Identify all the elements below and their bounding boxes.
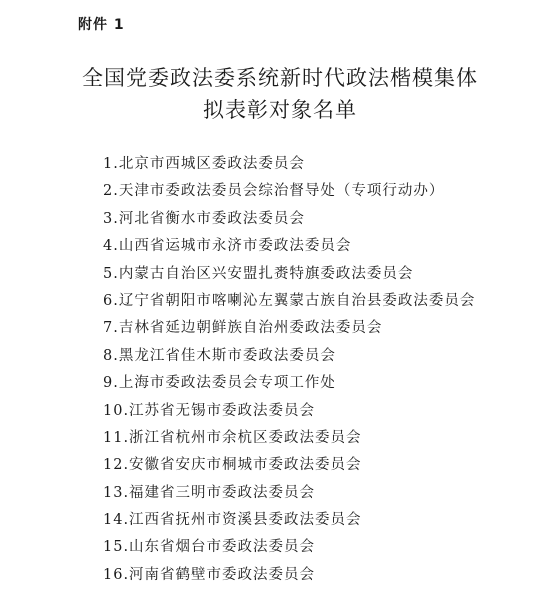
list-item: 3.河北省衡水市委政法委员会 [103, 210, 305, 227]
list-item: 2.天津市委政法委员会综治督导处（专项行动办） [103, 183, 445, 200]
attachment-label: 附件 1 [78, 17, 125, 33]
document-title-line-2: 拟表彰对象名单 [203, 98, 357, 122]
list-item: 6.辽宁省朝阳市喀喇沁左翼蒙古族自治县委政法委员会 [103, 292, 476, 309]
list-item: 9.上海市委政法委员会专项工作处 [103, 375, 336, 392]
list-item: 14.江西省抚州市资溪县委政法委员会 [103, 512, 362, 529]
list-item: 7.吉林省延边朝鲜族自治州委政法委员会 [103, 320, 383, 337]
list-item: 1.北京市西城区委政法委员会 [103, 156, 305, 172]
list-item: 5.内蒙古自治区兴安盟扎赉特旗委政法委员会 [103, 265, 414, 282]
list-item: 16.河南省鹤壁市委政法委员会 [103, 566, 316, 583]
list-item: 10.江苏省无锡市委政法委员会 [103, 402, 316, 419]
list-item: 4.山西省运城市永济市委政法委员会 [103, 238, 352, 255]
document-title-line-1: 全国党委政法委系统新时代政法楷模集体 [82, 66, 478, 90]
list-item: 8.黑龙江省佳木斯市委政法委员会 [103, 347, 336, 364]
list-item: 13.福建省三明市委政法委员会 [103, 484, 316, 501]
list-item: 11.浙江省杭州市余杭区委政法委员会 [103, 429, 362, 446]
nominee-list [103, 151, 475, 589]
list-item: 15.山东省烟台市委政法委员会 [103, 539, 316, 556]
list-item: 12.安徽省安庆市桐城市委政法委员会 [103, 457, 362, 474]
